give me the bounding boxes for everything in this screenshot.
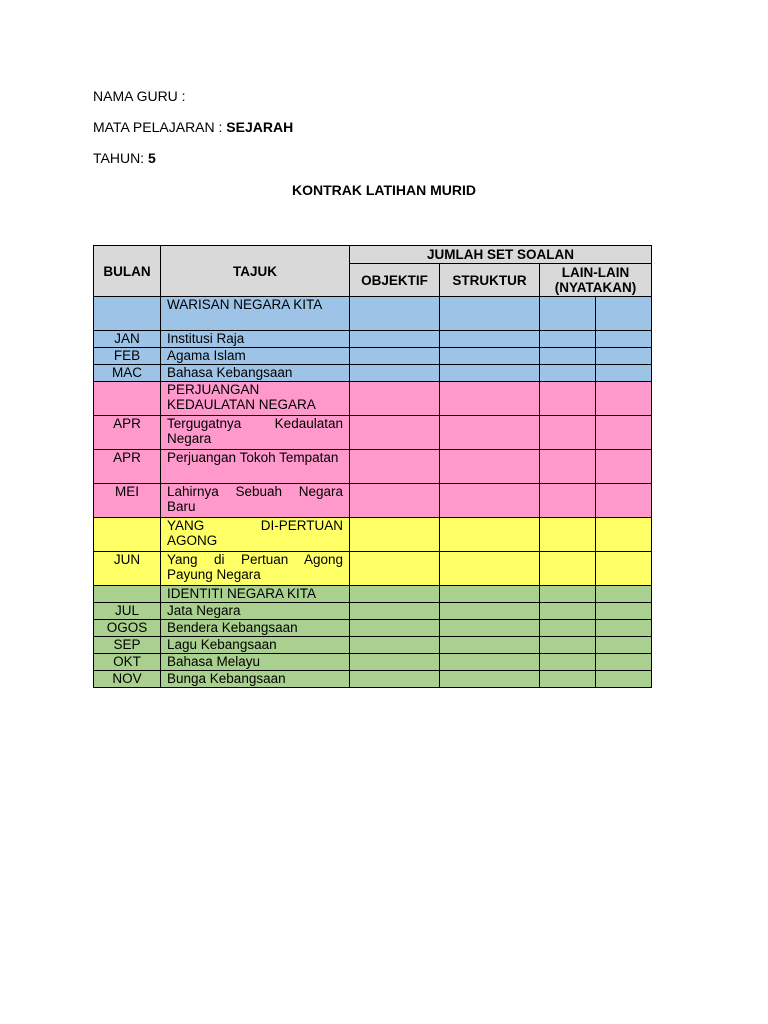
lain-cell[interactable]	[540, 654, 596, 671]
nyatakan-cell[interactable]	[596, 620, 652, 637]
nyatakan-cell[interactable]	[596, 518, 652, 552]
struktur-cell[interactable]	[440, 297, 540, 331]
nyatakan-cell[interactable]	[596, 297, 652, 331]
lain-cell[interactable]	[540, 637, 596, 654]
objektif-cell[interactable]	[350, 586, 440, 603]
header-tajuk: TAJUK	[161, 246, 350, 297]
struktur-cell[interactable]	[440, 416, 540, 450]
struktur-cell[interactable]	[440, 365, 540, 382]
struktur-cell[interactable]	[440, 586, 540, 603]
nyatakan-cell[interactable]	[596, 348, 652, 365]
tajuk-cell: Tergugatnya Kedaulatan Negara	[161, 416, 350, 450]
tajuk-cell: Bahasa Kebangsaan	[161, 365, 350, 382]
table-row	[94, 586, 652, 603]
bulan-cell	[94, 586, 161, 603]
bulan-cell: JUN	[94, 552, 161, 586]
tajuk-cell: PERJUANGAN KEDAULATAN NEGARA	[161, 382, 350, 416]
tajuk-cell: WARISAN NEGARA KITA	[161, 297, 350, 331]
objektif-cell[interactable]	[350, 552, 440, 586]
bulan-cell: OKT	[94, 654, 161, 671]
table-row	[94, 348, 652, 365]
struktur-cell[interactable]	[440, 450, 540, 484]
struktur-cell[interactable]	[440, 518, 540, 552]
mata-pelajaran-line	[93, 119, 293, 135]
bulan-cell: MAC	[94, 365, 161, 382]
lain-cell[interactable]	[540, 586, 596, 603]
lain-cell[interactable]	[540, 671, 596, 688]
table-row	[94, 654, 652, 671]
tahun-label: TAHUN:	[93, 150, 148, 166]
tajuk-cell: YANG DI-PERTUAN AGONG	[161, 518, 350, 552]
lain-cell[interactable]	[540, 450, 596, 484]
tajuk-cell: Bunga Kebangsaan	[161, 671, 350, 688]
bulan-cell: OGOS	[94, 620, 161, 637]
bulan-cell	[94, 297, 161, 331]
objektif-cell[interactable]	[350, 331, 440, 348]
bulan-cell: JUL	[94, 603, 161, 620]
header-jumlah-set-soalan: JUMLAH SET SOALAN	[350, 246, 652, 264]
objektif-cell[interactable]	[350, 348, 440, 365]
tahun-line	[93, 150, 156, 166]
bulan-cell: JAN	[94, 331, 161, 348]
struktur-cell[interactable]	[440, 637, 540, 654]
table-row	[94, 603, 652, 620]
bulan-cell: SEP	[94, 637, 161, 654]
bulan-cell: APR	[94, 416, 161, 450]
header-bulan: BULAN	[94, 246, 161, 297]
objektif-cell[interactable]	[350, 382, 440, 416]
objektif-cell[interactable]	[350, 654, 440, 671]
nyatakan-cell[interactable]	[596, 416, 652, 450]
tajuk-cell: Lahirnya Sebuah Negara Baru	[161, 484, 350, 518]
objektif-cell[interactable]	[350, 671, 440, 688]
nyatakan-cell[interactable]	[596, 450, 652, 484]
lain-cell[interactable]	[540, 297, 596, 331]
lain-cell[interactable]	[540, 518, 596, 552]
nyatakan-cell[interactable]	[596, 365, 652, 382]
struktur-cell[interactable]	[440, 654, 540, 671]
lain-cell[interactable]	[540, 552, 596, 586]
lain-cell[interactable]	[540, 348, 596, 365]
lain-cell[interactable]	[540, 331, 596, 348]
tajuk-cell: Lagu Kebangsaan	[161, 637, 350, 654]
tajuk-cell: Jata Negara	[161, 603, 350, 620]
kontrak-table	[93, 245, 652, 688]
bulan-cell: NOV	[94, 671, 161, 688]
tajuk-cell: Agama Islam	[161, 348, 350, 365]
table-row	[94, 671, 652, 688]
mata-pelajaran-label: MATA PELAJARAN :	[93, 119, 227, 135]
tajuk-cell: IDENTITI NEGARA KITA	[161, 586, 350, 603]
tajuk-cell: Bendera Kebangsaan	[161, 620, 350, 637]
objektif-cell[interactable]	[350, 637, 440, 654]
bulan-cell: MEI	[94, 484, 161, 518]
struktur-cell[interactable]	[440, 603, 540, 620]
objektif-cell[interactable]	[350, 365, 440, 382]
objektif-cell[interactable]	[350, 450, 440, 484]
tajuk-cell: Perjuangan Tokoh Tempatan	[161, 450, 350, 484]
objektif-cell[interactable]	[350, 484, 440, 518]
tajuk-cell: Yang di Pertuan Agong Payung Negara	[161, 552, 350, 586]
table-row	[94, 484, 652, 518]
struktur-cell[interactable]	[440, 552, 540, 586]
lain-cell[interactable]	[540, 484, 596, 518]
tahun-value: 5	[147, 150, 156, 166]
table-row	[94, 637, 652, 654]
header-struktur: STRUKTUR	[440, 264, 540, 297]
nyatakan-cell[interactable]	[596, 586, 652, 603]
nyatakan-cell[interactable]	[596, 331, 652, 348]
lain-cell[interactable]	[540, 365, 596, 382]
nyatakan-cell[interactable]	[596, 671, 652, 688]
table-row	[94, 331, 652, 348]
objektif-cell[interactable]	[350, 620, 440, 637]
lain-cell[interactable]	[540, 416, 596, 450]
lain-cell[interactable]	[540, 620, 596, 637]
objektif-cell[interactable]	[350, 416, 440, 450]
table-row	[94, 416, 652, 450]
objektif-cell[interactable]	[350, 297, 440, 331]
header-objektif: OBJEKTIF	[350, 264, 440, 297]
table-row	[94, 552, 652, 586]
table-row	[94, 382, 652, 416]
bulan-cell: APR	[94, 450, 161, 484]
struktur-cell[interactable]	[440, 331, 540, 348]
struktur-cell[interactable]	[440, 348, 540, 365]
lain-cell[interactable]	[540, 603, 596, 620]
header-lain-lain: LAIN-LAIN (NYATAKAN)	[540, 264, 652, 297]
bulan-cell	[94, 518, 161, 552]
table-row	[94, 518, 652, 552]
tajuk-cell: Bahasa Melayu	[161, 654, 350, 671]
struktur-cell[interactable]	[440, 671, 540, 688]
nama-guru-label: NAMA GURU :	[93, 88, 186, 104]
objektif-cell[interactable]	[350, 518, 440, 552]
bulan-cell: FEB	[94, 348, 161, 365]
nyatakan-cell[interactable]	[596, 637, 652, 654]
table-row	[94, 297, 652, 331]
nyatakan-cell[interactable]	[596, 654, 652, 671]
objektif-cell[interactable]	[350, 603, 440, 620]
lain-cell[interactable]	[540, 382, 596, 416]
document-title: KONTRAK LATIHAN MURID	[291, 182, 477, 198]
tajuk-cell: Institusi Raja	[161, 331, 350, 348]
bulan-cell	[94, 382, 161, 416]
mata-pelajaran-value: SEJARAH	[226, 119, 294, 135]
table-row	[94, 450, 652, 484]
struktur-cell[interactable]	[440, 484, 540, 518]
nyatakan-cell[interactable]	[596, 552, 652, 586]
struktur-cell[interactable]	[440, 620, 540, 637]
nyatakan-cell[interactable]	[596, 603, 652, 620]
nyatakan-cell[interactable]	[596, 382, 652, 416]
struktur-cell[interactable]	[440, 382, 540, 416]
table-row	[94, 620, 652, 637]
table-row	[94, 365, 652, 382]
nyatakan-cell[interactable]	[596, 484, 652, 518]
nama-guru-line	[93, 88, 186, 104]
